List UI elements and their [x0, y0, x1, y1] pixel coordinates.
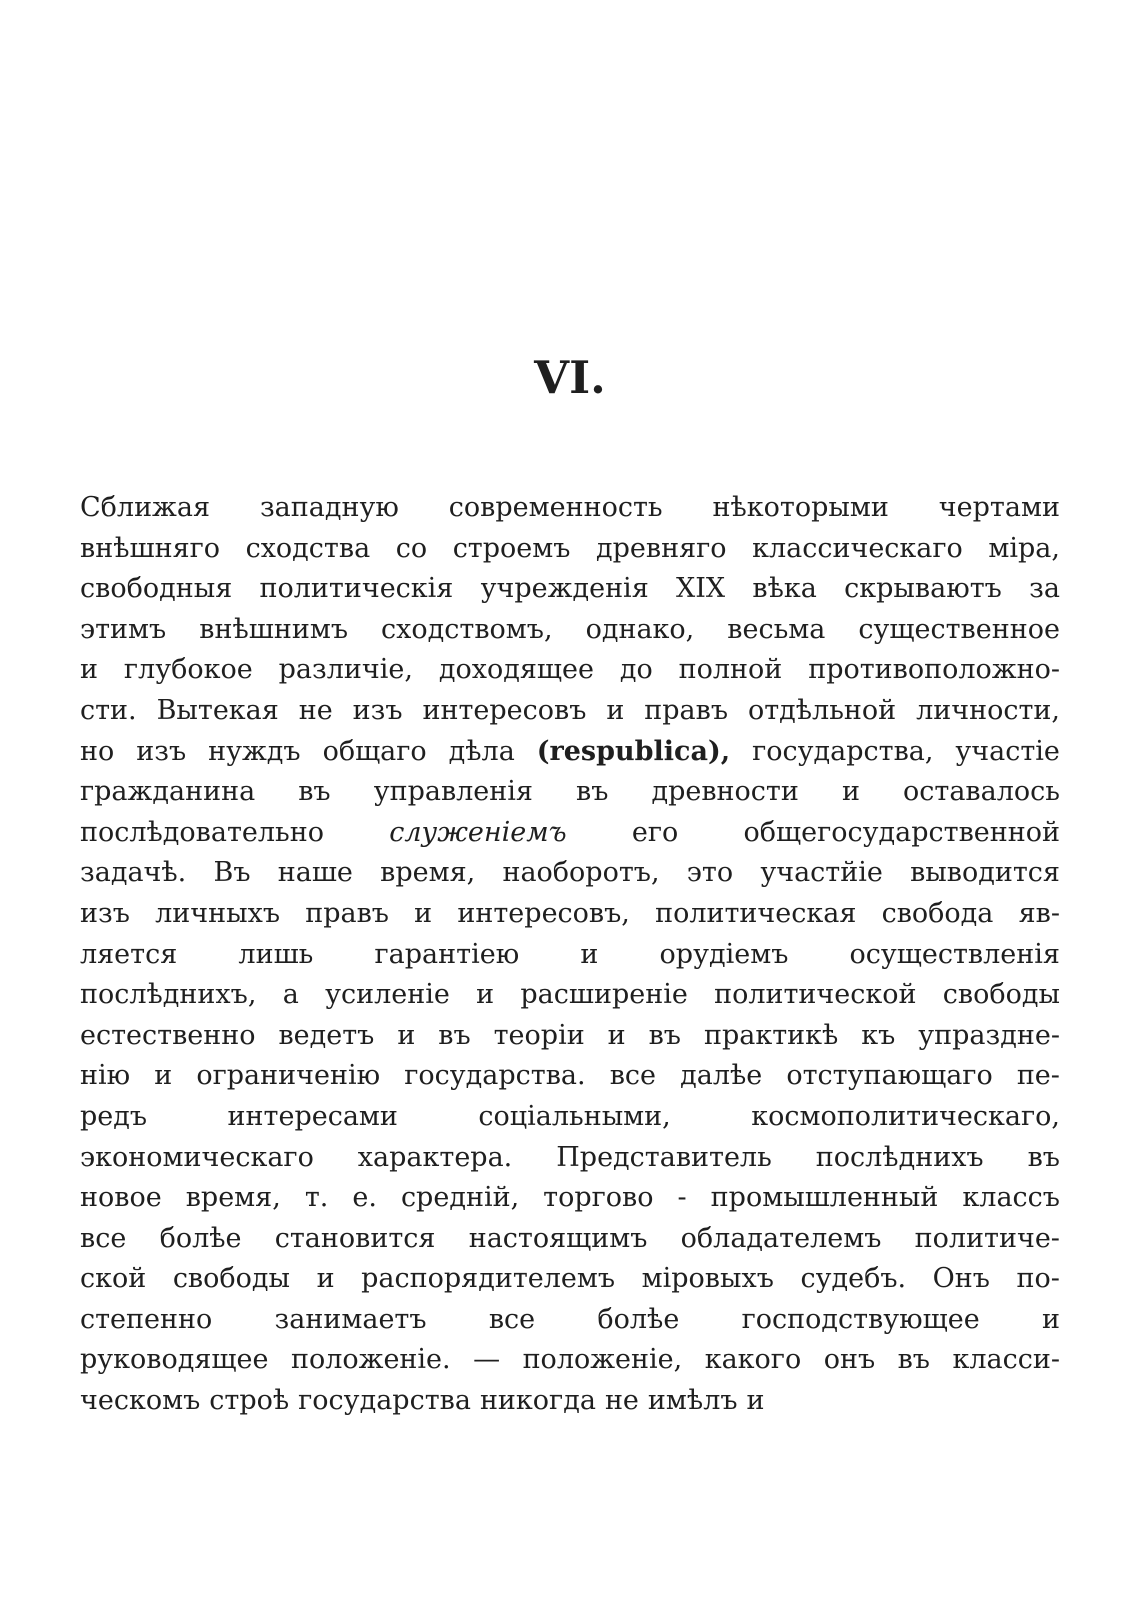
word: изъ	[80, 897, 130, 929]
word: но	[80, 735, 115, 767]
word: Сближая	[80, 492, 211, 523]
word: дѣла	[448, 735, 515, 767]
word: сходства	[245, 532, 371, 564]
word: обладателемъ	[680, 1222, 882, 1254]
word: оставалось	[903, 776, 1060, 808]
word: положеніе.	[290, 1344, 451, 1376]
word: міра,	[988, 532, 1060, 564]
word: характера.	[357, 1141, 513, 1173]
word: степенно	[80, 1303, 213, 1335]
word: политической	[714, 979, 917, 1011]
word: свобода	[881, 897, 994, 929]
word: и	[80, 654, 98, 686]
word: все	[609, 1060, 656, 1092]
word: становится	[274, 1222, 436, 1254]
word: свободы	[172, 1263, 291, 1295]
word: нѣкоторыми	[712, 492, 889, 523]
word: т.	[304, 1182, 329, 1214]
text-line	[80, 1340, 1060, 1381]
word: внѣшнимъ	[199, 613, 349, 645]
word: нуждъ	[208, 735, 301, 767]
word: участйіе	[760, 857, 883, 889]
word: политиче-	[914, 1222, 1060, 1254]
word: глубокое	[123, 654, 253, 686]
word: гражданина	[80, 776, 256, 808]
word: и	[606, 694, 625, 726]
word: западную	[259, 492, 399, 523]
text-line	[80, 610, 1060, 651]
word: классъ	[962, 1182, 1060, 1214]
text-line	[80, 853, 1060, 894]
word: упраздне-	[918, 1019, 1060, 1051]
word: свободныя	[80, 573, 233, 605]
word: судебъ.	[800, 1263, 907, 1295]
word: редъ	[80, 1100, 148, 1132]
word: весьма	[727, 613, 826, 645]
text-line	[80, 1300, 1060, 1341]
word: строѣ	[209, 1385, 290, 1417]
word: лишь	[238, 938, 314, 970]
body-paragraph	[80, 488, 1060, 1422]
word: XIX	[676, 573, 726, 605]
word: какого	[704, 1344, 802, 1376]
word: къ	[861, 1019, 896, 1051]
word: различіе,	[278, 654, 413, 686]
word: наоборотъ,	[502, 857, 660, 889]
word: древняго	[596, 532, 727, 564]
word: пе-	[1016, 1060, 1060, 1092]
word: и	[580, 938, 599, 970]
text-line	[80, 1259, 1060, 1300]
word: онъ	[823, 1344, 876, 1376]
text-line	[80, 1016, 1060, 1057]
text-line	[80, 1056, 1060, 1097]
text-line	[80, 1219, 1060, 1260]
word: и	[746, 1385, 765, 1417]
word: міровыхъ	[641, 1263, 774, 1295]
word: въ	[648, 1019, 681, 1051]
word: по-	[1016, 1263, 1060, 1295]
word: свободы	[942, 979, 1060, 1011]
word: ведетъ	[278, 1019, 375, 1051]
word: наше	[277, 857, 353, 889]
word: орудіемъ	[659, 938, 789, 970]
word: промышленный	[710, 1182, 939, 1214]
word: существенное	[858, 613, 1060, 645]
word: и	[154, 1060, 173, 1092]
word: за	[1029, 573, 1060, 605]
word: послѣдовательно	[80, 816, 325, 848]
word: строемъ	[452, 532, 571, 564]
word: ческомъ	[80, 1385, 201, 1417]
word: общаго	[322, 735, 427, 767]
word: гарантіею	[374, 938, 520, 970]
word: болѣе	[159, 1222, 242, 1254]
word: въ	[298, 776, 331, 808]
word: распорядителемъ	[361, 1263, 616, 1295]
word: и	[841, 776, 860, 808]
word: не	[604, 1385, 639, 1417]
word: сходствомъ,	[381, 613, 553, 645]
word: настоящимъ	[468, 1222, 648, 1254]
word: время,	[380, 857, 476, 889]
word: внѣшняго	[80, 532, 221, 564]
word: этимъ	[80, 613, 167, 645]
text-line	[80, 569, 1060, 610]
word: задачѣ.	[80, 857, 187, 889]
word: имѣлъ	[647, 1385, 738, 1417]
text-line	[80, 488, 1060, 529]
word: противоположно-	[808, 654, 1060, 686]
word: въ	[438, 1019, 471, 1051]
word: отступающаго	[786, 1060, 993, 1092]
word: политическая	[655, 897, 857, 929]
word: все	[80, 1222, 127, 1254]
word: изъ	[352, 694, 403, 726]
word: древности	[651, 776, 799, 808]
word: государства,	[752, 735, 934, 767]
text-line	[80, 813, 1060, 854]
word: и	[414, 897, 433, 929]
word: Представитель	[556, 1141, 772, 1173]
word: общегосударственной	[743, 816, 1060, 848]
word: интересами	[227, 1100, 398, 1132]
italic-term: служеніемъ	[389, 816, 567, 848]
word: естественно	[80, 1019, 256, 1051]
word: управленія	[373, 776, 533, 808]
word: правъ	[305, 897, 389, 929]
word: и	[607, 1019, 626, 1051]
word: чертами	[938, 492, 1060, 523]
word: учрежденія	[480, 573, 649, 605]
word: осуществленія	[849, 938, 1060, 970]
word: его	[631, 816, 679, 848]
word: новое	[80, 1182, 162, 1214]
word: классическаго	[752, 532, 963, 564]
word: —	[473, 1344, 501, 1376]
word: экономическаго	[80, 1141, 314, 1173]
word: однако,	[585, 613, 695, 645]
word: яв-	[1018, 897, 1060, 929]
text-line	[80, 894, 1060, 935]
word: ограниченію	[196, 1060, 381, 1092]
word: господствующее	[741, 1303, 980, 1335]
word: современность	[448, 492, 663, 523]
chapter-heading: VI.	[534, 351, 606, 404]
bold-term: (respublica),	[536, 735, 731, 767]
text-line	[80, 650, 1060, 691]
word: скрываютъ	[844, 573, 1002, 605]
word: руководящее	[80, 1344, 269, 1376]
word: послѣднихъ,	[80, 979, 257, 1011]
word: государства	[298, 1385, 471, 1417]
word: доходящее	[438, 654, 594, 686]
word: это	[686, 857, 734, 889]
word: и	[476, 979, 495, 1011]
word: со	[395, 532, 428, 564]
word: класси-	[952, 1344, 1060, 1376]
word: теоріи	[493, 1019, 585, 1051]
text-line	[80, 1178, 1060, 1219]
text-line	[80, 935, 1060, 976]
word: а	[282, 979, 299, 1011]
word: Вытекая	[156, 694, 279, 726]
word: ской	[80, 1263, 147, 1295]
word: личности,	[916, 694, 1060, 726]
word: Въ	[213, 857, 251, 889]
word: все	[488, 1303, 536, 1335]
word: и	[397, 1019, 416, 1051]
word: послѣднихъ	[815, 1141, 984, 1173]
word: положеніе,	[522, 1344, 683, 1376]
word: усиленіе	[325, 979, 450, 1011]
word: правъ	[644, 694, 729, 726]
word: средній,	[400, 1182, 520, 1214]
text-line	[80, 772, 1060, 813]
word: время,	[185, 1182, 281, 1214]
word: Онъ	[932, 1263, 990, 1295]
text-line	[80, 1097, 1060, 1138]
text-line	[80, 1381, 1060, 1422]
word: ляется	[80, 938, 178, 970]
word: въ	[1027, 1141, 1060, 1173]
word: отдѣльной	[747, 694, 897, 726]
word: и	[1041, 1303, 1060, 1335]
word: интересовъ,	[457, 897, 630, 929]
word: сти.	[80, 694, 137, 726]
word: практикѣ	[703, 1019, 839, 1051]
word: -	[677, 1182, 687, 1214]
text-line	[80, 1138, 1060, 1179]
word: въ	[576, 776, 609, 808]
word: никогда	[479, 1385, 596, 1417]
text-line	[80, 732, 1060, 773]
text-line	[80, 529, 1060, 570]
word: вѣка	[752, 573, 817, 605]
word: е.	[352, 1182, 377, 1214]
word: полной	[678, 654, 783, 686]
text-line	[80, 975, 1060, 1016]
word: болѣе	[597, 1303, 680, 1335]
word: политическія	[259, 573, 454, 605]
word: расширеніе	[520, 979, 688, 1011]
word: личныхъ	[155, 897, 280, 929]
word: до	[619, 654, 653, 686]
word: и	[316, 1263, 335, 1295]
word: участіе	[955, 735, 1060, 767]
word: государства.	[404, 1060, 586, 1092]
word: изъ	[136, 735, 187, 767]
word: торгово	[543, 1182, 654, 1214]
word: космополитическаго,	[751, 1100, 1060, 1132]
word: далѣе	[680, 1060, 763, 1092]
word: занимаетъ	[274, 1303, 427, 1335]
word: въ	[897, 1344, 930, 1376]
word: не	[298, 694, 333, 726]
text-line	[80, 691, 1060, 732]
word: интересовъ	[422, 694, 587, 726]
word: соціальными,	[478, 1100, 671, 1132]
word: нію	[80, 1060, 131, 1092]
word: выводится	[910, 857, 1060, 889]
